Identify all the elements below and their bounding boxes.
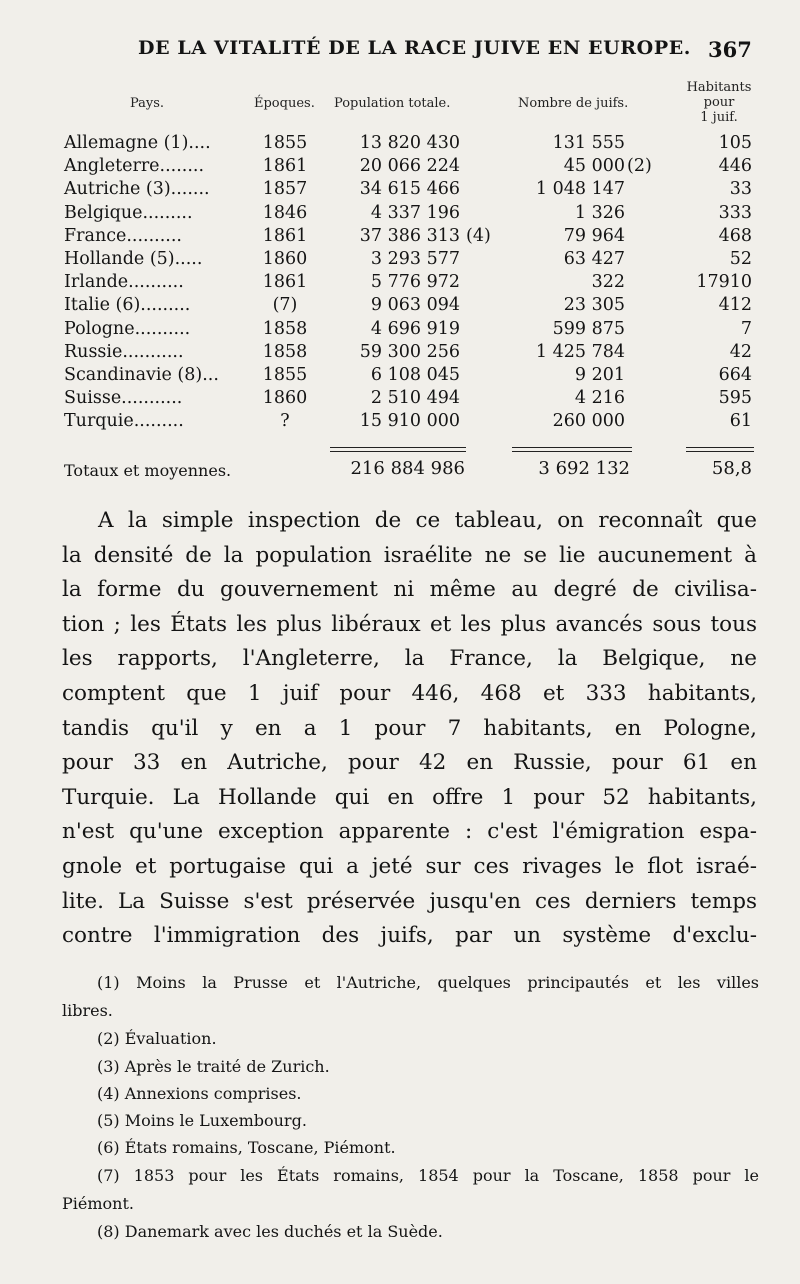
cell-year: 1861 (262, 225, 308, 246)
cell-ratio: 61 (729, 411, 752, 432)
table-row (0, 365, 800, 388)
paragraph-line: gnole et portugaise qui a jeté sur ces rivages le flot israé- (62, 854, 757, 879)
column-header-juifs: Nombre de juifs. (518, 96, 629, 111)
cell-jews-note: (2) (627, 156, 652, 177)
column-header-population: Population totale. (334, 96, 451, 111)
cell-year: 1855 (262, 133, 308, 153)
cell-ratio: 17910 (696, 272, 752, 293)
totals-jews: 3 692 132 (538, 458, 630, 479)
table-row (0, 156, 800, 179)
column-header-habitants (678, 80, 760, 125)
total-rule-ratio-2 (686, 451, 754, 452)
running-header-title: DE LA VITALITÉ DE LA RACE JUIVE EN EUROPE. (138, 37, 692, 59)
cell-year: ? (280, 411, 290, 432)
cell-country: Pologne.......... (64, 318, 191, 339)
cell-country: Scandinavie (8)... (64, 365, 219, 385)
footnote: libres. (62, 1001, 113, 1020)
cell-jews: 1 326 (574, 202, 625, 223)
footnote: Piémont. (62, 1194, 134, 1213)
cell-year: 1860 (262, 388, 308, 409)
table-row (0, 388, 800, 411)
cell-ratio: 412 (718, 295, 752, 316)
cell-country: Suisse........... (64, 388, 183, 409)
cell-year: 1857 (262, 179, 308, 200)
cell-country: Turquie......... (64, 411, 184, 432)
total-rule-population (330, 447, 466, 448)
cell-population: 37 386 313 (359, 225, 460, 246)
cell-country: Autriche (3)....... (64, 179, 210, 200)
cell-ratio: 42 (729, 341, 752, 362)
cell-jews: 131 555 (552, 133, 625, 153)
paragraph-line: Turquie. La Hollande qui en offre 1 pour 52 habitants, (62, 784, 757, 810)
footnote: (8) Danemark avec les duchés et la Suède. (97, 1222, 443, 1241)
totals-label: Totaux et moyennes. (64, 461, 232, 480)
cell-ratio: 33 (729, 179, 752, 200)
table-row (0, 249, 800, 272)
paragraph-line: la forme du gouvernement ni même au degré de civilisa- (62, 577, 757, 603)
cell-country: Irlande.......... (64, 272, 184, 293)
paragraph-line: comptent que 1 juif pour 446, 468 et 333 habitants, (62, 681, 757, 706)
cell-ratio: 468 (718, 225, 752, 246)
cell-ratio: 333 (718, 202, 752, 223)
cell-ratio: 446 (718, 156, 752, 177)
cell-population: 59 300 256 (359, 341, 460, 362)
cell-ratio: 595 (718, 388, 752, 409)
table-row (0, 319, 800, 342)
cell-jews: 322 (591, 272, 625, 293)
column-header-pays: Pays. (130, 96, 165, 111)
cell-country: Allemagne (1).... (64, 133, 211, 153)
cell-population: 4 696 919 (370, 318, 460, 339)
footnote: (5) Moins le Luxembourg. (97, 1111, 307, 1130)
total-rule-ratio (686, 447, 754, 448)
cell-year: 1860 (262, 249, 308, 269)
table-row (0, 342, 800, 365)
cell-ratio: 105 (718, 133, 752, 153)
cell-population: 9 063 094 (370, 295, 460, 316)
total-rule-jews-2 (512, 451, 632, 452)
cell-population: 4 337 196 (370, 202, 460, 223)
column-header-habitants-line3: 1 juif. (700, 110, 738, 125)
cell-jews: 260 000 (552, 411, 625, 432)
cell-year: 1858 (262, 318, 308, 339)
cell-year: 1855 (262, 365, 308, 385)
cell-country: Hollande (5)..... (64, 249, 203, 269)
paragraph-line: contre l'immigration des juifs, par un système d'exclu- (62, 923, 757, 949)
cell-population: 15 910 000 (359, 411, 460, 432)
cell-jews: 79 964 (563, 225, 625, 246)
table-row (0, 179, 800, 202)
column-header-epoques: Époques. (254, 96, 315, 111)
cell-jews: 4 216 (574, 388, 625, 409)
total-rule-jews (512, 447, 632, 448)
cell-population: 5 776 972 (370, 272, 460, 293)
cell-ratio: 52 (729, 249, 752, 269)
table-row (0, 272, 800, 295)
cell-jews: 23 305 (563, 295, 625, 316)
cell-jews: 1 425 784 (535, 341, 625, 362)
cell-jews: 9 201 (574, 365, 625, 385)
cell-population: 3 293 577 (370, 249, 460, 269)
footnote: (1) Moins la Prusse et l'Autriche, quelques principautés et les villes (97, 973, 759, 992)
table-row (0, 411, 800, 434)
cell-country: Italie (6)......... (64, 295, 191, 316)
cell-country: Angleterre........ (64, 156, 205, 177)
cell-population: 13 820 430 (359, 133, 460, 153)
paragraph-line: tandis qu'il y en a 1 pour 7 habitants, en Pologne, (62, 715, 757, 741)
footnote: (3) Après le traité de Zurich. (97, 1057, 330, 1076)
cell-year: (7) (272, 295, 298, 316)
footnote: (6) États romains, Toscane, Piémont. (97, 1138, 396, 1157)
page-number: 367 (708, 37, 752, 62)
cell-population: 20 066 224 (359, 156, 460, 177)
cell-population: 6 108 045 (370, 365, 460, 385)
paragraph-line: n'est qu'une exception apparente : c'est l'émigration espa- (62, 819, 757, 845)
cell-population: 34 615 466 (359, 179, 460, 200)
cell-country: Russie........... (64, 341, 184, 362)
totals-population: 216 884 986 (350, 458, 465, 479)
cell-country: France.......... (64, 225, 182, 246)
cell-year: 1858 (262, 341, 308, 362)
table-row (0, 295, 800, 318)
paragraph-line: tion ; les États les plus libéraux et les plus avancés sous tous (62, 611, 757, 637)
paragraph-line: pour 33 en Autriche, pour 42 en Russie, pour 61 en (62, 750, 757, 776)
table-row (0, 133, 800, 156)
table-row (0, 226, 800, 249)
cell-jews: 45 000 (563, 156, 625, 177)
cell-country: Belgique......... (64, 202, 193, 223)
paragraph-line: la densité de la population israélite ne se lie aucunement à (62, 542, 757, 568)
table-row (0, 203, 800, 226)
column-header-habitants-line2: pour (703, 95, 735, 110)
cell-year: 1846 (262, 202, 308, 223)
totals-ratio: 58,8 (711, 458, 752, 479)
total-rule-population-2 (330, 451, 466, 452)
paragraph-line: lite. La Suisse s'est préservée jusqu'en ces derniers temps (62, 888, 757, 914)
cell-population-note: (4) (466, 225, 491, 246)
cell-year: 1861 (262, 156, 308, 177)
cell-jews: 1 048 147 (535, 179, 625, 200)
footnote: (4) Annexions comprises. (97, 1084, 302, 1103)
paragraph-line: A la simple inspection de ce tableau, on reconnaît que (98, 508, 757, 533)
column-header-habitants-line1: Habitants (686, 80, 752, 95)
footnote: (2) Évaluation. (97, 1029, 217, 1048)
cell-jews: 63 427 (563, 249, 625, 269)
cell-population: 2 510 494 (370, 388, 460, 409)
cell-jews: 599 875 (552, 318, 625, 339)
paragraph-line: les rapports, l'Angleterre, la France, la Belgique, ne (62, 646, 757, 672)
cell-ratio: 7 (740, 318, 752, 339)
cell-year: 1861 (262, 272, 308, 293)
footnote: (7) 1853 pour les États romains, 1854 pour la Toscane, 1858 pour le (97, 1166, 759, 1185)
cell-ratio: 664 (718, 365, 752, 385)
